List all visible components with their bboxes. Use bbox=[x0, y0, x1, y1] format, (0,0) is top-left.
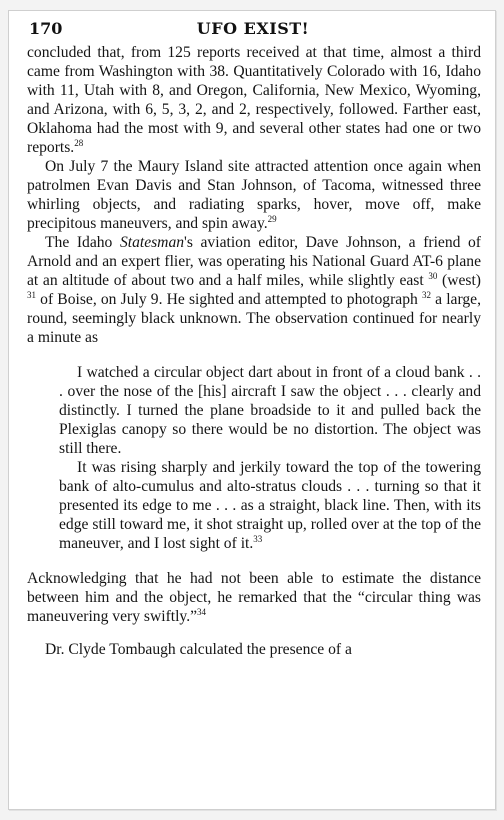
footnote-ref: 30 bbox=[428, 270, 438, 281]
paragraph-text: concluded that, from 125 reports received at that time, almost a third came from Washington with 38. Quantitatively Colorado with 16, Idaho with 11, Utah with 8, and Oregon, California, New Mexico, Wyoming, and Arizona, with 6, 5, 3, 2, and 2, respectively, followed. Farther east, Oklahoma had the most with 9, and several other states had one or two reports. bbox=[27, 44, 481, 156]
paragraph-acknowledging bbox=[27, 569, 481, 626]
paragraph-text: a large, round, seemingly black unknown. The observation continued for nearly a minute as bbox=[27, 291, 482, 346]
footnote-ref: 31 bbox=[27, 289, 36, 300]
paragraph-text: On July 7 the Maury Island site attracted attention once again when patrolmen Evan Davis and Stan Johnson, of Tacoma, witnessed three whirling objects, and radiating sparks, hover, move off, make precipitous maneuvers, and spin away. bbox=[27, 158, 481, 232]
quote-text: It was rising sharply and jerkily toward the top of the towering bank of alto-cumulus and alto-stratus clouds . . . turning so that it presented its edge to me . . . as a straight, black line. Then, with its edge still toward me, it shot straight up, rolled over at the top of the maneuver, and I lost sight of it. bbox=[59, 459, 481, 552]
paragraph-text: Dr. Clyde Tombaugh calculated the presence of a bbox=[45, 641, 352, 658]
block-quote bbox=[59, 363, 481, 553]
paragraph-dave-johnson bbox=[27, 233, 481, 347]
footnote-ref: 33 bbox=[253, 533, 263, 544]
paragraph-text: The Idaho bbox=[45, 234, 120, 251]
quote-text: I watched a circular object dart about in front of a cloud bank . . . over the nose of the [his] aircraft I saw the object . . . clearly and distinctly. I turned the plane broadside to it and pulled back the Plexiglas canopy so there would be no distortion. The object was still there. bbox=[59, 364, 481, 457]
newspaper-name: Statesman bbox=[119, 234, 185, 251]
footnote-ref: 28 bbox=[74, 137, 84, 148]
paragraph-text: 's aviation editor, Dave Johnson, a friend of Arnold and an expert flier, was operating his National Guard AT-6 plane at an altitude of about two and a half miles, while slightly east bbox=[27, 234, 482, 289]
paragraph-text: (west) bbox=[437, 272, 482, 289]
paragraph-tombaugh bbox=[27, 640, 481, 659]
paragraph-gap bbox=[27, 626, 481, 640]
page-body bbox=[27, 43, 481, 659]
footnote-ref: 29 bbox=[267, 213, 277, 224]
book-page bbox=[8, 10, 496, 810]
footnote-ref: 32 bbox=[421, 289, 431, 300]
paragraph-maury-island bbox=[27, 157, 481, 233]
quote-paragraph bbox=[59, 458, 481, 553]
footnote-ref: 34 bbox=[197, 606, 207, 617]
paragraph-reports bbox=[27, 43, 481, 157]
paragraph-text: Acknowledging that he had not been able to estimate the distance between him and the object, he remarked that the “circular thing was maneuvering very swiftly.” bbox=[27, 570, 481, 625]
page-header bbox=[27, 19, 479, 43]
quote-paragraph bbox=[59, 363, 481, 458]
page-number: 170 bbox=[29, 19, 63, 38]
running-title: UFO EXIST! bbox=[196, 19, 310, 38]
paragraph-text: of Boise, on July 9. He sighted and attempted to photograph bbox=[36, 291, 422, 308]
